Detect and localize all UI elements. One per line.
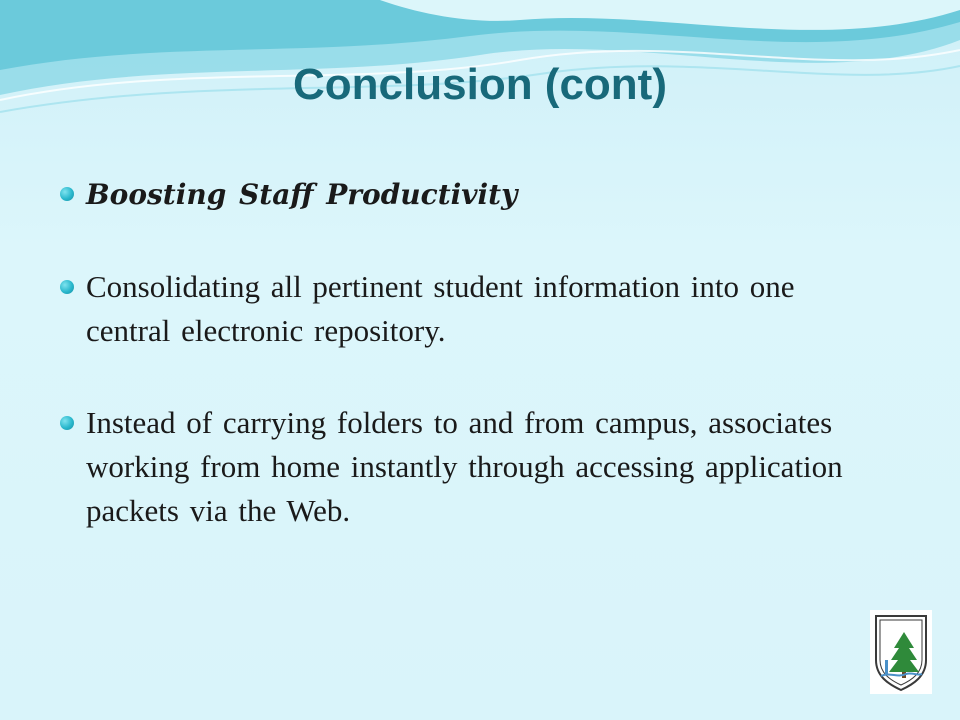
bullet-item-consolidating	[60, 265, 860, 353]
bullet-text: Consolidating all pertinent student information into one central electronic repository.	[86, 269, 795, 348]
university-crest-icon	[870, 610, 932, 694]
bullet-item-folders	[60, 401, 860, 533]
bullet-list	[60, 172, 860, 533]
bullet-dot-icon	[60, 416, 74, 430]
bullet-item-boosting	[60, 172, 860, 217]
bullet-dot-icon	[60, 187, 74, 201]
slide-title: Conclusion (cont)	[293, 60, 667, 109]
bullet-text: Boosting Staff Productivity	[86, 178, 518, 211]
bullet-dot-icon	[60, 280, 74, 294]
bullet-text: Instead of carrying folders to and from campus, associates working from home instantly through accessing application packets via the Web.	[86, 405, 843, 528]
